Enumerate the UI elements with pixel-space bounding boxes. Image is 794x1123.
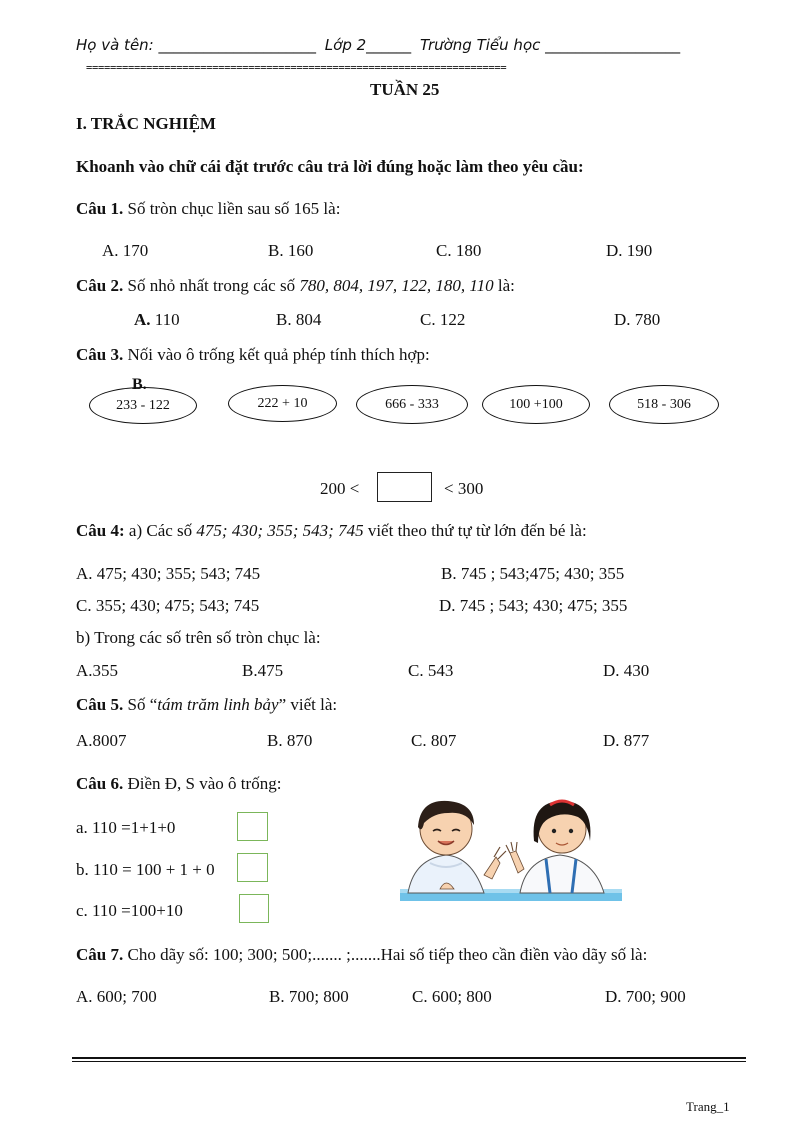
q7-option-d[interactable]: D. 700; 900 [605,987,686,1006]
expression-oval[interactable] [356,385,468,424]
q1-option-a[interactable]: A. 170 [102,241,149,260]
q1-option-c[interactable]: C. 180 [436,241,482,260]
inequality-right: < 300 [444,479,484,498]
school-blank: __________________ [545,36,681,54]
expression-oval[interactable] [482,385,590,424]
oval-label: 222 + 10 [257,395,308,411]
q4a-option-c[interactable]: C. 355; 430; 475; 543; 745 [76,596,260,615]
q5-option-b[interactable]: B. 870 [267,731,313,750]
question-5 [76,695,337,715]
question-label: Câu 2. [76,276,124,295]
question-label: Câu 1. [76,199,124,218]
question-numbers: 780, 804, 197, 122, 180, 110 [299,276,494,295]
expression-oval[interactable] [609,385,719,424]
answer-box-c[interactable] [239,894,269,923]
name-label: Họ và tên: [76,36,154,54]
footer-rule-thick [72,1057,746,1059]
class-blank: ______ [366,36,412,54]
section-heading: I. TRẮC NGHIỆM [76,114,216,133]
question-text-end: ” viết là: [278,695,338,714]
question-2 [76,276,515,296]
question-label: Câu 5. [76,695,124,714]
girl-figure [506,801,604,893]
question-label: Câu 7. [76,945,124,964]
question-label: Câu 3. [76,345,124,364]
q7-option-b[interactable]: B. 700; 800 [269,987,349,1006]
expression-oval[interactable] [89,387,197,424]
q4b-option-d[interactable]: D. 430 [603,661,650,680]
oval-label: 666 - 333 [385,396,439,412]
question-text: Số nhỏ nhất trong các số [123,276,300,295]
footer-rule-thin [72,1061,746,1062]
q7-option-a[interactable]: A. 600; 700 [76,987,157,1006]
q6-item-c: c. 110 =100+10 [76,901,183,920]
school-label: Trường Tiểu học [419,36,541,54]
answer-box-a[interactable] [237,812,268,841]
q4a-option-d[interactable]: D. 745 ; 543; 430; 475; 355 [439,596,628,615]
q7-option-c[interactable]: C. 600; 800 [412,987,492,1006]
q4a-option-b[interactable]: B. 745 ; 543;475; 430; 355 [441,564,625,583]
q4a-option-a[interactable]: A. 475; 430; 355; 543; 745 [76,564,261,583]
question-label: Câu 4: [76,521,125,540]
question-text: Cho dãy số: 100; 300; 500;....... ;.......Hai số tiếp theo cần điền vào dãy số là: [123,945,648,964]
question-text: Điền Đ, S vào ô trống: [123,774,282,793]
q4b-text: b) Trong các số trên số tròn chục là: [76,628,321,647]
question-text: Nối vào ô trống kết quả phép tính thích hợp: [123,345,430,364]
q2-option-b[interactable]: B. 804 [276,310,322,329]
option-value: 110 [150,310,180,329]
q5-option-c[interactable]: C. 807 [411,731,457,750]
q4b-option-a[interactable]: A.355 [76,661,119,680]
page-title: TUẦN 25 [370,80,440,99]
oval-label: 518 - 306 [637,396,691,412]
q6-item-b: b. 110 = 100 + 1 + 0 [76,860,215,879]
q5-option-a[interactable]: A.8007 [76,731,127,750]
instruction: Khoanh vào chữ cái đặt trước câu trả lời đúng hoặc làm theo yêu cầu: [76,157,584,176]
expression-oval[interactable] [228,385,337,422]
question-text-end: là: [493,276,515,295]
question-text-end: viết theo thứ tự từ lớn đến bé là: [363,521,587,540]
q2-option-c[interactable]: C. 122 [420,310,466,329]
stray-letter: B. [132,376,147,393]
question-text: Số tròn chục liền sau số 165 là: [123,199,341,218]
boy-figure [408,801,506,893]
question-1 [76,199,340,219]
oval-label: 233 - 122 [116,397,170,413]
q6-item-a: a. 110 =1+1+0 [76,818,176,837]
header-line [76,36,680,54]
question-4 [76,521,587,541]
question-numbers: 475; 430; 355; 543; 745 [196,521,364,540]
question-6 [76,774,281,794]
name-blank: _____________________ [158,36,317,54]
page-number: Trang_1 [686,1099,730,1114]
q4b-option-c[interactable]: C. 543 [408,661,454,680]
header-separator: ====================================================================== [86,62,507,74]
q2-option-a[interactable] [134,310,180,330]
q2-option-d[interactable]: D. 780 [614,310,661,329]
oval-label: 100 +100 [509,396,563,412]
question-3 [76,345,430,365]
q5-option-d[interactable]: D. 877 [603,731,650,750]
class-label: Lớp 2 [324,36,367,54]
children-illustration [400,793,622,915]
table-top [400,893,622,901]
question-label: Câu 6. [76,774,124,793]
inequality-left: 200 < [320,479,360,498]
q1-option-d[interactable]: D. 190 [606,241,653,260]
q1-option-b[interactable]: B. 160 [268,241,314,260]
question-7 [76,945,647,965]
q4b-option-b[interactable]: B.475 [242,661,284,680]
answer-box-b[interactable] [237,853,268,882]
question-text: Số “ [123,695,158,714]
option-letter: A. [134,310,151,329]
answer-box[interactable] [377,472,432,502]
question-text: a) Các số [124,521,197,540]
number-words: tám trăm linh bảy [157,695,279,714]
